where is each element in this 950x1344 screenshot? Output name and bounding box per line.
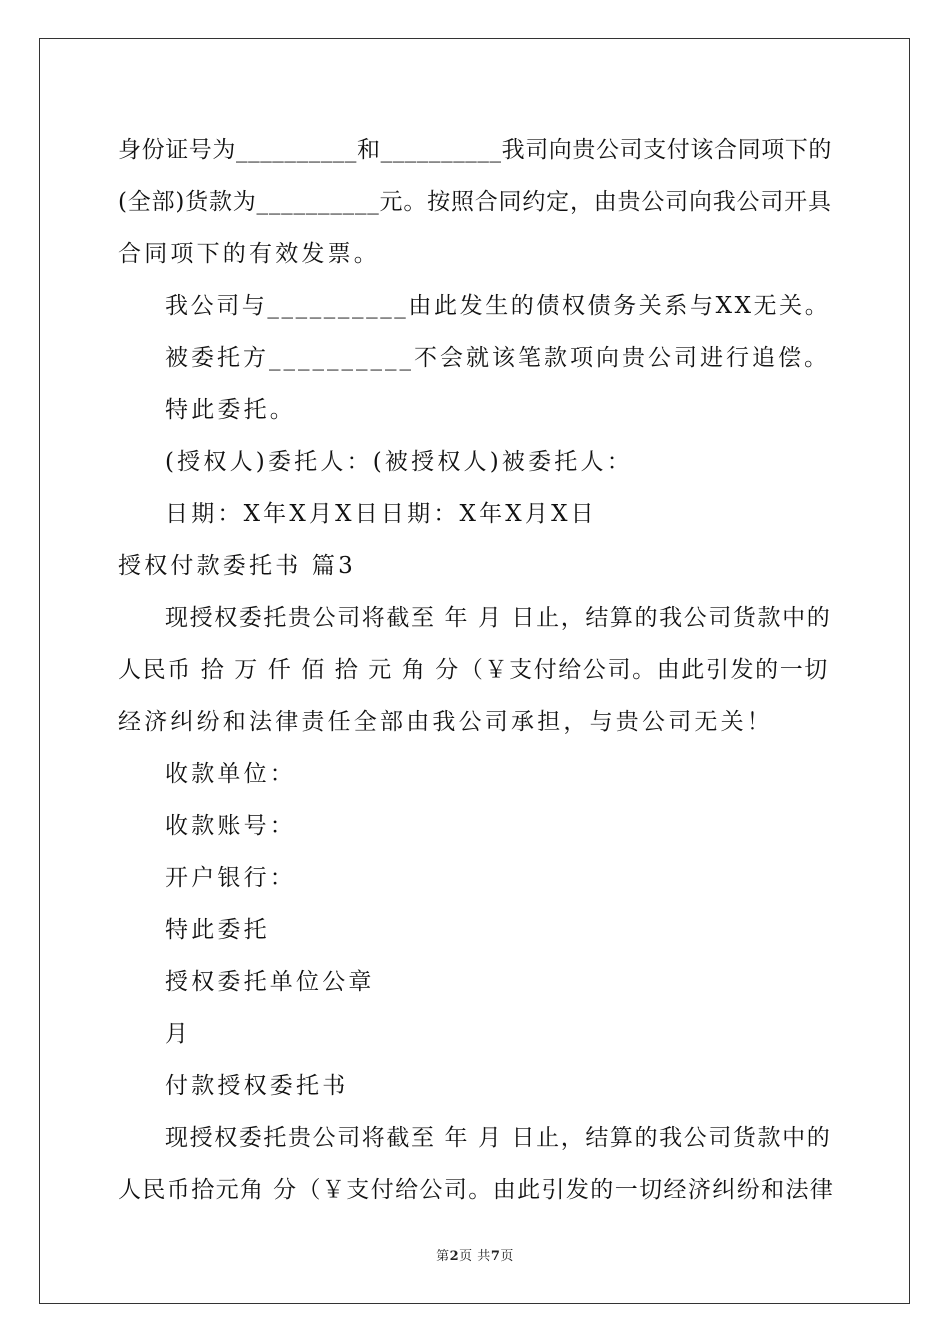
paragraph-line: 现授权委托贵公司将截至 年 月 日止，结算的我公司货款中的 [165, 1125, 832, 1151]
page-number-footer [0, 1245, 950, 1264]
footer-current-page: 2 [449, 1249, 460, 1264]
payee-account-line: 收款账号： [165, 813, 296, 839]
paragraph-line: 特此委托 [165, 917, 270, 943]
paragraph-line: 合同项下的有效发票。 [118, 241, 380, 267]
section-heading: 授权付款委托书 篇3 [118, 553, 356, 579]
month-line: 月 [165, 1021, 192, 1047]
paragraph-line: 人民币 拾 万 仟 佰 拾 元 角 分（￥支付给公司。由此引发的一切 [118, 657, 829, 683]
paragraph-line: (全部)货款为__________元。按照合同约定，由贵公司向我公司开具 [118, 189, 832, 215]
footer-suffix: 页 [500, 1249, 514, 1264]
signature-line: (授权人)委托人：(被授权人)被委托人： [165, 449, 633, 475]
section-title: 付款授权委托书 [165, 1073, 349, 1099]
footer-total-pages: 7 [490, 1249, 501, 1264]
document-body [118, 124, 833, 1216]
paragraph-line: 现授权委托贵公司将截至 年 月 日止，结算的我公司货款中的 [165, 605, 832, 631]
footer-prefix: 第 [436, 1249, 450, 1264]
payee-unit-line: 收款单位： [165, 761, 296, 787]
paragraph-line: 人民币拾元角 分（￥支付给公司。由此引发的一切经济纠纷和法律 [118, 1177, 835, 1203]
paragraph-line: 身份证号为__________和__________我司向贵公司支付该合同项下的 [118, 137, 832, 163]
paragraph-line: 被委托方__________不会就该笔款项向贵公司进行追偿。 [165, 345, 830, 371]
paragraph-line: 我公司与__________由此发生的债权债务关系与XX无关。 [165, 293, 831, 319]
paragraph-line: 特此委托。 [165, 397, 296, 423]
paragraph-line: 经济纠纷和法律责任全部由我公司承担，与贵公司无关！ [118, 709, 773, 735]
seal-line: 授权委托单位公章 [165, 969, 375, 995]
date-line: 日期：X年X月X日日期：X年X月X日 [165, 501, 597, 527]
footer-mid: 页 共 [459, 1249, 491, 1264]
bank-line: 开户银行： [165, 865, 296, 891]
